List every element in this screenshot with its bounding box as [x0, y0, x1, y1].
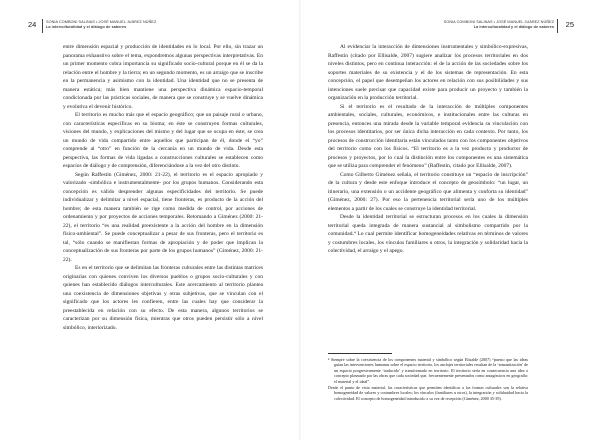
paragraph: Como Gilberto Giménez señala, el territorio constituye un “espacio de inscripción” de la cultura y desde este enfoque introduce el concepto de geosímbolo: “un lugar, un itinerario, una extensión o un accidente geográfico que alimenta y conforta su identidad” (Giménez, 2000: 27). Por eso la pertenencia territorial sería uno de los múltiples elementos a partir de los cuales se construye la identidad territorial.	[328, 171, 528, 212]
paragraph: El territorio es mucho más que el espacio geográfico; que un paisaje rural o urbano, con características específicas en su bioma; en éste se construyen formas culturales, visiones del mundo, y explicaciones del mismo y del lugar que se ocupa en éste; se crea un mundo de vida compartido entre aquellos que participan de él, donde el “yo” comprende al “otro” en función de la cercanía en un mundo de vida. Desde esta perspectiva, las formas de vida ligadas a construcciones culturales se establecen como espacios de diálogo y de comprensión, diferenciándose a la vez del otro distinto.	[63, 112, 263, 169]
body-text	[328, 43, 528, 256]
header-title: La interculturalidad y el diálogo de saberes	[473, 25, 554, 30]
page-number: 25	[565, 20, 574, 29]
footnote: ⁴ Siempre sobre la coexistencia de los componentes material y simbólico según Elisalde (2007) “puesto que las ideas guían las intervenciones humanas sobre el espacio territorio, los anclajes territoriales resultan de la ‘semantización’ de un espacio progresivamente ‘traducido’ y transformado en territorio. El territorio sería en consecuencia una idea o concepto plasmado por las obras que cada sociedad que, frecuentemente presentados como antagónicos en geografía: el material y el ideal”.	[328, 357, 528, 384]
paragraph: Según Raffestin (Giménez, 2000: 21-22), el territorio es el espacio apropiado y valorizado -simbólica e instrumentalmente- por los grupos humanos. Considerando esta concepción es válido desprender algunas especificidades del territorio. Se puede individualizar y delimitar a nivel espacial, tiene fronteras, es producto de la acción del hombre; de esta manera también se rige como medida de control, por acciones de ordenamiento y por proyectos de acciones temporales. Retomando a Giménez (2000: 21-22), el territorio “es una realidad preexistente a la acción del hombre en la dimensión físico-ambiental”. Se puede conceptualizar a pesar de sus fronteras, pero el territorio es tal, “sólo cuando se manifiestan formas de apropiación y de poder que implican la conceptualización de sus fronteras por parte de los grupos humanos” (Giménez, 2000: 21-22).	[63, 171, 263, 263]
paragraph: Al evidenciar la interacción de dimensiones instrumentales y simbólico-expresivas, Raffestin (citado por Ellisalde, 2007) sugiere analizar los procesos territoriales en dos niveles distintos, pero en continua interacción: el de la acción de las sociedades sobre los soportes materiales de su existencia y el de los sistemas de representación. En esta concepción, el papel que desempeñan los actores en relación con sus posibilidades y sus intenciones suele precisar que capacidad existe para producir un proyecto y también la organización en la producción territorial.	[328, 44, 528, 101]
footnote: Desde el punto de vista material, las características que permiten identificar a las formas culturales son la relativa homogeneidad de valores y costumbres locales; los vínculos (familiares u otros), la integración y solidaridad hacia la colectividad. El concepto de homogeneidad introducido a su vez de recepción (Giménez, 2000 35-39).	[328, 385, 528, 401]
running-header	[444, 20, 554, 30]
header-title: La interculturalidad y el diálogo de saberes	[46, 25, 127, 30]
page-number: 24	[28, 20, 37, 29]
right-page	[300, 0, 600, 440]
paragraph: Es en el territorio que se delimitan las fronteras culturales entre las distintas matrices originarias con quienes conviven los diversos pueblos o grupos socio-culturales y con quienes han establecido diálogos interculturales. Este acercamiento al territorio plantea una coexistencia de dimensiones objetivas y otras subjetivas, que se vinculan con el significado que los actores les confieren, entre las cuales hay que considerar la preestablecida en relación con su efecto. De esta manera, algunos territorios se caracterizan por su dimensión física, mientras que otros pueden persistir sólo a nivel simbólico, interiorizado.	[63, 265, 263, 331]
header-divider	[42, 19, 43, 33]
header-authors: SONIA COMBONI SALINAS • JOSÉ MANUEL JUÁREZ NÚÑEZ	[443, 20, 554, 24]
body-text	[63, 43, 263, 332]
paragraph: entre dimensión espacial y producción de identidades en lo local. Por ello, sin trazar un panorama exhaustivo sobre el tema, expondremos algunas perspectivas interpretativas. En un primer momento cobra importancia su significado socio-cultural porque en él se da la relación entre el hombre y la tierra; en un segundo momento, es un arraigo que se inscribe en la permanencia y asimismo con la identidad. Una identidad que no se presenta de manera estática; más bien mantiene una perspectiva dinámica espacio-temporal condicionada por las prácticas sociales, de manera que se construye y se vuelve dinámica y evolutiva el devenir histórico.	[63, 44, 263, 110]
paragraph: Desde la identidad territorial se estructuran procesos en los cuales la dimensión territorial queda integrada de manera sustancial al simbolismo compartido por la comunidad.⁴ Lo cual permite identificar homogeneidades relativas en términos de valores y costumbres locales, los vínculos familiares u otros, la integración y solidaridad hacia la colectividad, el arraigo y el apego.	[328, 214, 528, 254]
header-authors: SONIA COMBONI SALINAS • JOSÉ MANUEL JUÁREZ NÚÑEZ	[46, 20, 157, 24]
header-divider	[557, 19, 558, 33]
footnotes	[328, 357, 528, 402]
footnote-divider	[328, 353, 392, 354]
paragraph: Si el territorio es el resultado de la interacción de múltiples componentes ambientales, sociales, culturales, económicos, e institucionales entre las culturas en presencia, entonces una mirada desde la variable temporal evidencia su vinculación con los procesos identitarios, por ser única dicha interacción en cada contexto. Por tanto, los procesos de construcción identitaria están vinculados tanto con los componentes objetivos del territorio como con los físicos. “El territorio es a la vez producto y productor de procesos y proyectos, por lo cual la distinción entre los componentes es una sistemática que se utiliza para comprender el fenómeno” (Raffestin, citado por Ellisalde, 2007).	[328, 103, 528, 169]
running-header	[46, 20, 156, 30]
